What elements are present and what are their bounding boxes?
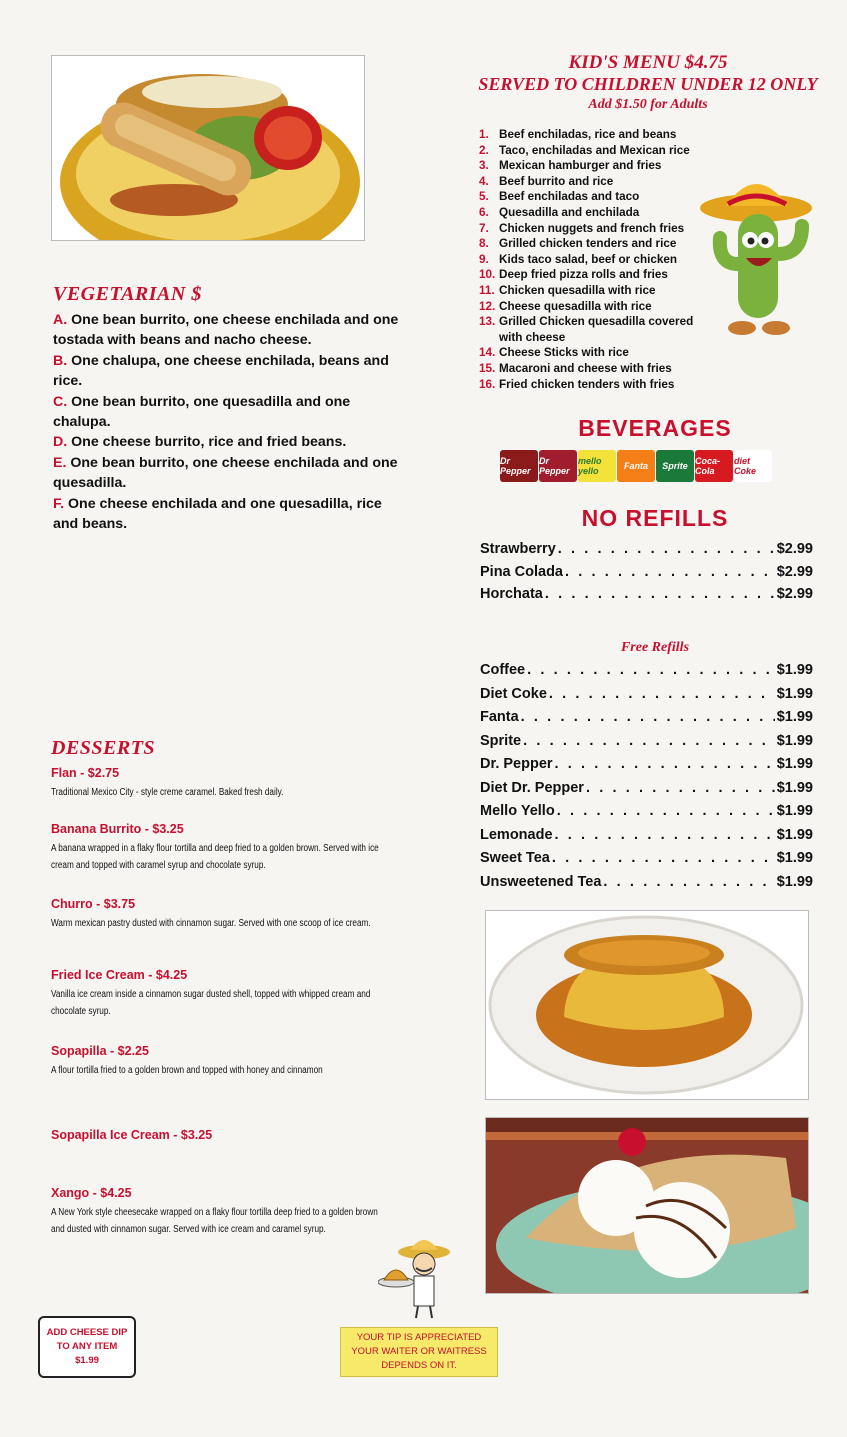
dessert-item [51,1044,396,1079]
desserts-title: DESSERTS [51,737,156,759]
kids-menu-item-text: Mexican hamburger and fries [499,159,662,173]
beverage-name: Coffee [480,662,526,678]
beverage-price: $1.99 [776,756,813,772]
kids-menu-item-number: 14. [479,346,496,360]
beverage-name: Sweet Tea [480,850,550,866]
beverage-price: $1.99 [776,779,813,796]
kids-menu-item-number: 5. [479,190,489,204]
kids-adult-note: Add $1.50 for Adults [588,97,708,112]
kids-menu-item [479,174,719,190]
kids-menu-item [479,314,719,330]
vegetarian-item [53,494,409,535]
kids-menu-item-number [479,330,499,346]
beverage-row [480,686,813,710]
beverage-row [480,586,813,609]
leader-dots [545,586,775,602]
kids-menu-item-text: Macaroni and cheese with fries [499,361,672,375]
kids-menu-item [479,299,719,315]
vegetarian-list [53,310,409,534]
dessert-name: Flan - $2.75 [51,766,120,780]
vegetarian-title: VEGETARIAN $ [53,283,202,305]
soda-logo-icon: Dr Pepper [539,450,577,482]
leader-dots [549,686,775,702]
vegetarian-item-letter: F. [53,495,65,512]
taco-waiter-mascot-icon [378,1230,452,1320]
beverages-title: BEVERAGES [578,415,732,441]
kids-menu-item-text: Beef burrito and rice [499,174,614,188]
dessert-description: A New York style cheesecake wrapped on a flaky flour tortilla deep fried to a golden brown and dusted with cinnamon sugar. Served with ice cream and caramel syrup. [51,1207,378,1235]
beverage-name: Lemonade [480,826,553,843]
cheese-dip-note [38,1316,136,1378]
leader-dots [558,541,775,557]
dessert-item [51,968,396,1020]
tip-line-1: YOUR TIP IS APPRECIATED [356,1332,482,1343]
kids-menu-item [479,189,719,205]
beverage-name: Mello Yello [480,803,555,819]
dessert-name: Banana Burrito - $3.25 [51,822,184,836]
kids-menu-item [479,158,719,174]
beverage-name: Fanta [480,709,519,725]
vegetarian-item-text: One cheese burrito, rice and fried beans. [71,434,347,451]
beverage-price: $1.99 [776,732,813,749]
kids-menu-item [479,236,719,252]
kids-menu-item-number: 10. [479,268,496,282]
kids-menu-item [479,361,719,377]
beverage-row [480,662,813,686]
kids-menu-item [479,127,719,143]
leader-dots [555,827,775,843]
kids-menu-item [479,252,719,268]
cheese-dip-line-2: TO ANY ITEM [56,1341,118,1352]
dessert-name: Sopapilla - $2.25 [51,1044,149,1058]
kids-menu-list [479,127,719,392]
tip-line-2: YOUR WAITER OR WAITRESS [351,1346,487,1357]
beverage-name: Unsweetened Tea [480,873,602,890]
vegetarian-item-text: One bean burrito, one cheese enchilada and one tostada with beans and nacho cheese. [53,312,399,349]
vegetarian-item-text: One chalupa, one cheese enchilada, beans and rice. [53,352,389,390]
dessert-name: Xango - $4.25 [51,1186,132,1200]
kids-menu-item-text: Chicken quesadilla with rice [499,283,656,297]
kids-menu-item-number: 8. [479,237,489,251]
beverage-row [480,564,813,587]
dessert-name: Fried Ice Cream - $4.25 [51,968,188,982]
cactus-sombrero-mascot-icon [698,168,822,342]
kids-menu-item-number: 4. [479,174,489,188]
free-refills-title: Free Refills [620,640,690,655]
beverage-price: $2.99 [776,586,813,602]
kids-menu-item-text: with cheese [499,330,566,344]
kids-menu-item-text: Beef enchiladas and taco [499,190,640,204]
vegetarian-item-text: One cheese enchilada and one quesadilla, rice and beans. [53,495,382,533]
beverage-price: $1.99 [776,709,813,725]
tip-line-3: DEPENDS ON IT. [381,1360,457,1371]
vegetarian-item [53,351,409,392]
vegetarian-item [53,453,409,494]
leader-dots [603,874,774,890]
beverage-name: Dr. Pepper [480,756,553,772]
kids-menu-item-text: Kids taco salad, beef or chicken [499,252,677,266]
beverage-row [480,803,813,827]
soda-logo-icon: mello yello [578,450,616,482]
kids-menu-item-number: 13. [479,315,496,329]
kids-menu-item-number: 16. [479,377,496,391]
kids-menu-item-text: Fried chicken tenders with fries [499,377,675,391]
dessert-item [51,897,396,932]
dessert-item [51,1186,396,1238]
cheese-dip-line-1: ADD CHEESE DIP [46,1327,128,1338]
leader-dots [521,709,775,725]
beverage-row [480,874,813,898]
soda-logo-icon: Dr Pepper [500,450,538,482]
vegetarian-item [53,432,409,452]
vegetarian-item-letter: D. [53,434,68,451]
beverage-row [480,756,813,780]
kids-menu-item-number: 11. [479,283,495,297]
dessert-description: A banana wrapped in a flaky flour tortilla and deep fried to a golden brown. Served with ice cream and topped with caramel syrup and chocolate syrup. [51,843,379,871]
vegetarian-item-letter: B. [53,352,68,369]
dessert-item [51,822,396,874]
beverage-price: $1.99 [776,826,813,843]
kids-menu-item-text: Cheese quesadilla with rice [499,299,652,313]
beverage-name: Horchata [480,586,543,602]
kids-menu-item [479,283,719,299]
kids-menu-item-number: 2. [479,143,489,157]
kids-menu-item-text: Grilled chicken tenders and rice [499,237,677,251]
vegetarian-item-letter: E. [53,454,67,471]
tip-note [340,1327,498,1377]
kids-menu-item-number: 6. [479,205,489,219]
dessert-item [51,1128,396,1146]
beverage-price: $2.99 [776,541,813,557]
dessert-description: Traditional Mexico City - style creme caramel. Baked fresh daily. [51,787,284,798]
beverage-price: $1.99 [776,662,813,678]
kids-menu-item-number: 3. [479,159,489,173]
beverage-name: Pina Colada [480,563,563,580]
kids-menu-item [479,267,719,283]
kids-menu-item [479,345,719,361]
vegetarian-item-text: One bean burrito, one quesadilla and one chalupa. [53,393,351,431]
beverage-price: $1.99 [776,803,813,819]
leader-dots [555,756,775,772]
beverage-name: Diet Coke [480,685,547,702]
kids-menu-item-text: Taco, enchiladas and Mexican rice [499,143,690,157]
dessert-description: Warm mexican pastry dusted with cinnamon sugar. Served with one scoop of ice cream. [51,918,371,929]
soda-logo-icon: Fanta [617,450,655,482]
leader-dots [557,803,775,819]
beverage-row [480,827,813,851]
kids-menu-item-number: 15. [479,361,496,375]
vegetarian-item [53,392,409,433]
leader-dots [527,662,775,678]
leader-dots [523,733,775,749]
beverage-name: Diet Dr. Pepper [480,779,584,796]
beverage-row [480,709,813,733]
cheese-dip-price: $1.99 [75,1355,99,1366]
leader-dots [552,850,775,866]
fried-ice-cream-photo [485,1117,809,1294]
kids-menu-item-text: Grilled Chicken quesadilla covered [499,315,694,329]
free-refills-list [480,662,813,897]
enchilada-plate-photo [51,55,365,241]
beverage-row [480,850,813,874]
vegetarian-item-letter: C. [53,393,68,410]
leader-dots [565,564,775,580]
kids-menu-item [479,221,719,237]
vegetarian-item-letter: A. [53,312,68,328]
kids-menu-item-text: Deep fried pizza rolls and fries [499,268,668,282]
kids-menu-item-text: Quesadilla and enchilada [499,205,640,219]
kids-menu-item-number: 12. [479,299,496,313]
kids-menu-item-text: Beef enchiladas, rice and beans [499,128,677,141]
flan-photo [485,910,809,1100]
beverage-price: $1.99 [776,850,813,866]
no-refills-title: NO REFILLS [581,505,729,531]
kids-menu-item-number: 9. [479,252,489,266]
kids-menu-item-number: 1. [479,128,489,141]
soda-logos-row [500,450,810,486]
kids-menu-subtitle: SERVED TO CHILDREN UNDER 12 ONLY [478,74,818,94]
kids-menu-item-number: 7. [479,221,489,235]
beverage-row [480,733,813,757]
beverage-name: Sprite [480,732,522,749]
no-refills-list [480,541,813,609]
kids-menu-title: KID'S MENU $4.75 [568,52,728,73]
beverage-price: $1.99 [776,685,813,702]
dessert-description: A flour tortilla fried to a golden brown and topped with honey and cinnamon [51,1065,323,1076]
dessert-description: Vanilla ice cream inside a cinnamon sugar dusted shell, topped with whipped cream and chocolate syrup. [51,989,371,1017]
beverage-row [480,780,813,804]
dessert-item [51,766,396,801]
kids-menu-item-text: Cheese Sticks with rice [499,346,629,360]
kids-menu-item [479,330,719,346]
beverage-row [480,541,813,564]
soda-logo-icon: Sprite [656,450,694,482]
vegetarian-item [53,310,409,351]
dessert-name: Sopapilla Ice Cream - $3.25 [51,1128,213,1142]
kids-menu-item-text: Chicken nuggets and french fries [499,221,685,235]
vegetarian-item-text: One bean burrito, one cheese enchilada and one quesadilla. [53,454,398,492]
kids-menu-item [479,143,719,159]
beverage-name: Strawberry [480,541,556,557]
beverage-price: $2.99 [776,563,813,580]
leader-dots [586,780,775,796]
beverage-price: $1.99 [776,873,813,890]
dessert-name: Churro - $3.75 [51,897,136,911]
soda-logo-icon: Coca-Cola [695,450,733,482]
kids-menu-item [479,377,719,393]
soda-logo-icon: diet Coke [734,450,772,482]
kids-menu-item [479,205,719,221]
